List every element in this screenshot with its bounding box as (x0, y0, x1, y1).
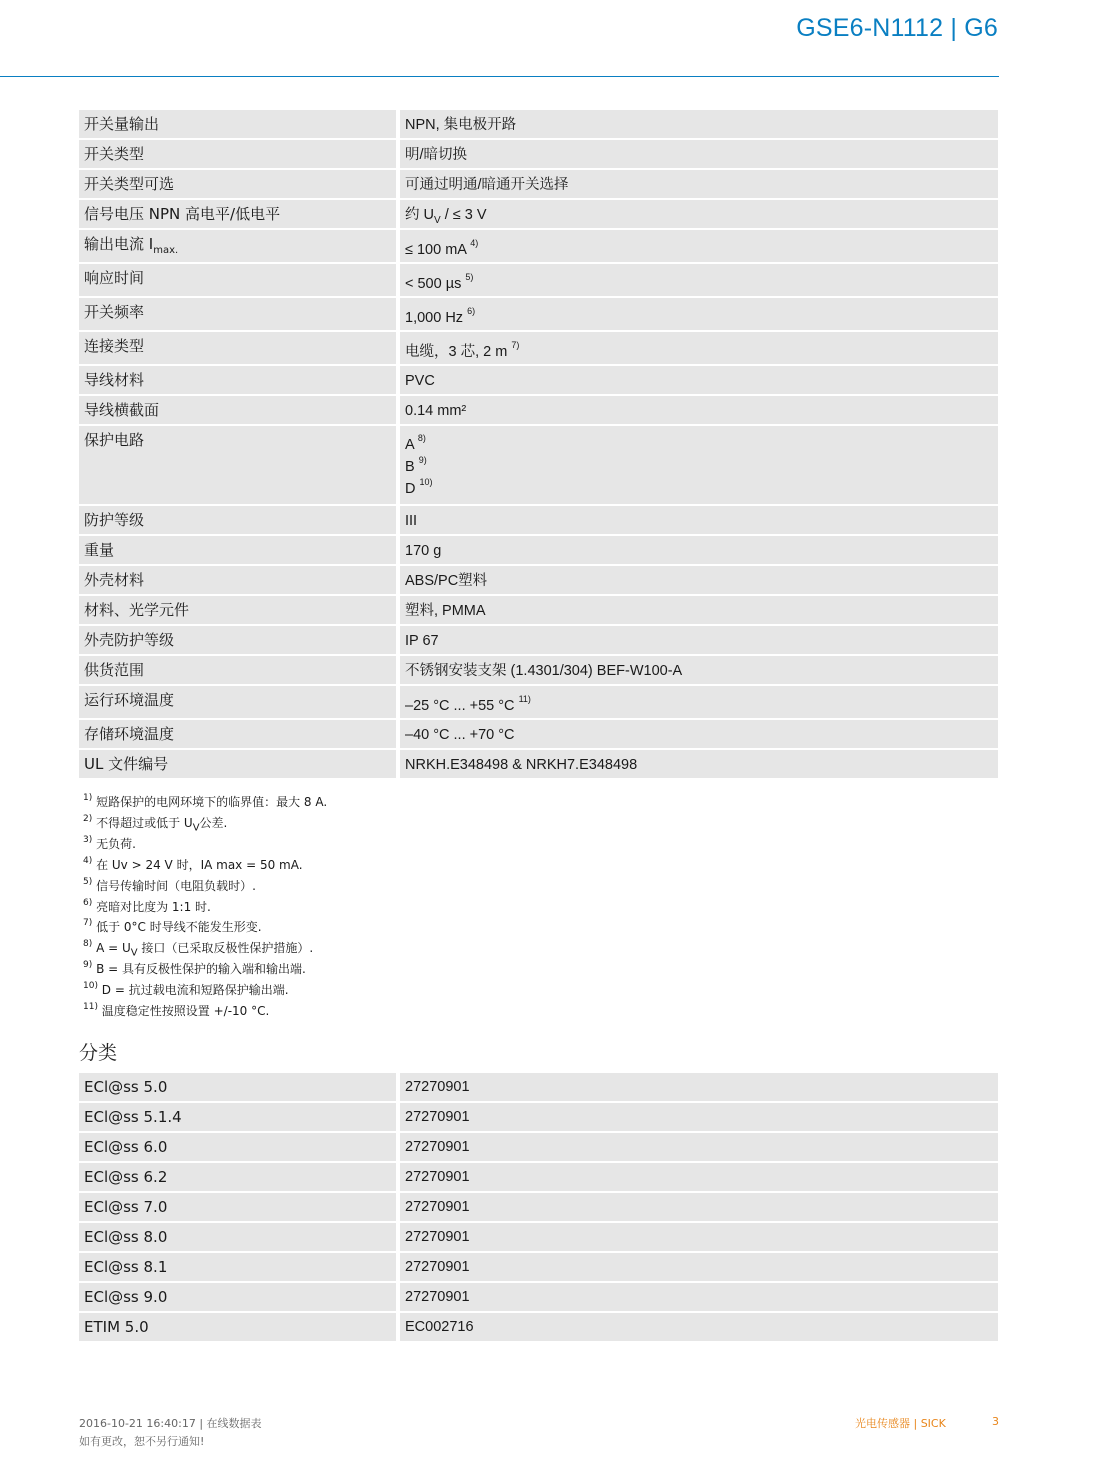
table-row (79, 750, 998, 778)
row-value-text: < 500 µs (405, 276, 462, 292)
table-row (79, 506, 998, 534)
row-label (79, 264, 400, 296)
row-value (400, 656, 998, 684)
footnote-text: 不得超过或低于 U (96, 815, 193, 830)
row-value-text: 27270901 (405, 1259, 470, 1275)
row-value (400, 264, 998, 296)
row-label (79, 1163, 400, 1191)
row-label (79, 366, 400, 394)
row-value-text: 电缆，3 芯, 2 m (405, 344, 508, 360)
row-value-text: 27270901 (405, 1139, 470, 1155)
row-value-text: 不锈钢安装支架 (1.4301/304) BEF-W100-A (405, 663, 683, 679)
row-label-text: ETIM 5.0 (84, 1318, 149, 1336)
row-label (79, 1253, 400, 1281)
footnote (83, 876, 327, 897)
row-value-text: ABS/PC塑料 (405, 573, 488, 589)
row-value (400, 170, 998, 198)
row-value (400, 1073, 998, 1101)
row-label (79, 140, 400, 168)
row-label-text: 开关类型可选 (84, 175, 175, 193)
value-line-text: B (405, 459, 415, 475)
table-row (79, 656, 998, 684)
row-label (79, 170, 400, 198)
footnote-text: B = 具有反极性保护的输入端和输出端. (96, 962, 306, 977)
footnote-number: 3) (83, 834, 93, 845)
footer-brand: 光电传感器 | SICK (855, 1417, 946, 1430)
value-line (405, 478, 992, 500)
table-row (79, 626, 998, 654)
row-label (79, 426, 400, 504)
footnote-subscript: V (130, 947, 138, 959)
row-label-text: 防护等级 (84, 511, 145, 529)
footnote (83, 1001, 327, 1022)
row-value-text: ≤ 100 mA (405, 242, 467, 258)
footer-left (79, 1415, 262, 1451)
header-rule (0, 76, 999, 77)
row-label-text: 重量 (84, 541, 115, 559)
footnote-ref: 5) (465, 272, 474, 283)
row-value-text: NPN, 集电极开路 (405, 117, 517, 133)
row-value-text: 27270901 (405, 1229, 470, 1245)
row-label-text: 材料、光学元件 (84, 601, 190, 619)
table-row (79, 1283, 998, 1311)
table-row (79, 536, 998, 564)
footnote-ref: 10) (419, 477, 433, 488)
row-value-text: EC002716 (405, 1319, 474, 1335)
row-label-text: 信号电压 NPN 高电平/低电平 (84, 205, 281, 223)
table-row (79, 1253, 998, 1281)
table-row (79, 1163, 998, 1191)
footnote-text: 在 Uv > 24 V 时，IA max = 50 mA. (96, 857, 303, 872)
table-row (79, 230, 998, 262)
footnote-text: A = U (96, 941, 131, 956)
label-subscript: max. (153, 245, 179, 256)
row-label-text: 开关类型 (84, 145, 145, 163)
footnote-text: 短路保护的电网环境下的临界值：最大 8 A. (96, 795, 328, 809)
row-value-text: 约 U (405, 207, 434, 223)
row-label-text: 保护电路 (84, 431, 145, 449)
row-value-text: 27270901 (405, 1289, 470, 1305)
row-value (400, 750, 998, 778)
row-label-text: ECl@ss 7.0 (84, 1198, 168, 1216)
row-label-text: 外壳防护等级 (84, 631, 175, 649)
footnote-number: 9) (83, 960, 93, 971)
row-value-text: NRKH.E348498 & NRKH7.E348498 (405, 757, 638, 773)
footnote (83, 813, 327, 834)
row-value (400, 1313, 998, 1341)
row-label (79, 656, 400, 684)
table-row (79, 426, 998, 504)
table-row (79, 264, 998, 296)
row-value-text: –40 °C ... +70 °C (405, 727, 515, 743)
row-label (79, 230, 400, 262)
table-row (79, 140, 998, 168)
row-value (400, 626, 998, 654)
footnote-text: 温度稳定性按照设置 +/-10 °C. (101, 1004, 270, 1019)
table-row (79, 566, 998, 594)
row-label-text: ECl@ss 9.0 (84, 1288, 168, 1306)
footnote (83, 792, 327, 813)
row-label-text: UL 文件编号 (84, 755, 169, 773)
document-title: GSE6-N1112 | G6 (796, 14, 998, 42)
row-value-text: 明/暗切换 (405, 147, 468, 163)
row-value (400, 1103, 998, 1131)
row-value-text: III (405, 513, 418, 529)
row-label (79, 110, 400, 138)
row-label (79, 1193, 400, 1221)
row-label-text: 输出电流 I (84, 235, 154, 253)
row-label-text: 开关频率 (84, 303, 145, 321)
footnote (83, 938, 327, 959)
footnote-ref: 7) (511, 340, 520, 351)
row-label-text: 导线材料 (84, 371, 145, 389)
row-label-text: 运行环境温度 (84, 691, 175, 709)
row-label (79, 396, 400, 424)
row-label (79, 1223, 400, 1251)
row-value-text: 可通过明通/暗通开关选择 (405, 177, 569, 193)
technical-data-table (79, 108, 998, 780)
table-row (79, 396, 998, 424)
row-label-text: ECl@ss 8.0 (84, 1228, 168, 1246)
table-row (79, 1133, 998, 1161)
row-label-text: 存储环境温度 (84, 725, 175, 743)
footnote-text: 无负荷. (96, 836, 136, 851)
footnote (83, 855, 327, 876)
row-value (400, 686, 998, 718)
table-row (79, 110, 998, 138)
row-label (79, 750, 400, 778)
row-value (400, 332, 998, 364)
footer-timestamp: 2016-10-21 16:40:17 | 在线数据表 (79, 1417, 262, 1430)
table-row (79, 1073, 998, 1101)
footnote-text-suffix: 接口（已采取反极性保护措施）. (137, 941, 314, 956)
footnote-text: 信号传输时间（电阻负载时）. (96, 878, 256, 893)
row-value-text: 170 g (405, 543, 442, 559)
footnote-ref: 11) (518, 694, 531, 705)
row-value (400, 720, 998, 748)
row-label (79, 536, 400, 564)
table-row (79, 366, 998, 394)
value-line-text: D (405, 481, 416, 497)
row-label (79, 1133, 400, 1161)
footnote-text: 低于 0°C 时导线不能发生形变. (96, 920, 262, 935)
table-row (79, 596, 998, 624)
row-label (79, 1313, 400, 1341)
row-value (400, 1193, 998, 1221)
footnote (83, 980, 327, 1001)
footnote-number: 5) (83, 876, 93, 887)
row-label-text: 导线横截面 (84, 401, 160, 419)
row-label-text: 开关量输出 (84, 115, 160, 133)
row-value (400, 1133, 998, 1161)
footnote-number: 7) (83, 918, 93, 929)
footnote-subscript: V (192, 822, 200, 834)
row-value (400, 298, 998, 330)
value-line (405, 456, 992, 478)
table-row (79, 1223, 998, 1251)
row-label (79, 506, 400, 534)
row-value-text: 0.14 mm² (405, 403, 467, 419)
row-label-text: ECl@ss 5.0 (84, 1078, 168, 1096)
table-row (79, 332, 998, 364)
footnote-number: 11) (83, 1002, 98, 1013)
value-line-text: A (405, 437, 414, 453)
table-row (79, 298, 998, 330)
row-value (400, 140, 998, 168)
row-value (400, 596, 998, 624)
footnote-text: 亮暗对比度为 1:1 时. (96, 899, 211, 914)
row-value-text: 27270901 (405, 1079, 470, 1095)
row-value-text: 27270901 (405, 1169, 470, 1185)
footnote-number: 8) (83, 939, 93, 950)
row-value-text: 27270901 (405, 1109, 470, 1125)
row-value-text: IP 67 (405, 633, 439, 649)
row-value (400, 566, 998, 594)
row-value-text: PVC (405, 373, 435, 389)
footnotes (83, 792, 327, 1022)
row-value (400, 536, 998, 564)
row-label (79, 566, 400, 594)
classification-table (79, 1071, 998, 1343)
row-value (400, 366, 998, 394)
row-label (79, 720, 400, 748)
row-value-text: 27270901 (405, 1199, 470, 1215)
row-value (400, 230, 998, 262)
row-value (400, 1223, 998, 1251)
value-line (405, 434, 992, 456)
row-label-text: ECl@ss 6.2 (84, 1168, 168, 1186)
footer-disclaimer: 如有更改，恕不另行通知! (79, 1435, 205, 1448)
row-label-text: ECl@ss 5.1.4 (84, 1108, 182, 1126)
row-value (400, 426, 998, 504)
row-value-text: –25 °C ... +55 °C (405, 698, 515, 714)
row-label (79, 596, 400, 624)
footnote-number: 1) (83, 793, 93, 803)
table-row (79, 1313, 998, 1341)
row-label-text: 响应时间 (84, 269, 145, 287)
table-row (79, 200, 998, 228)
row-label-text: 外壳材料 (84, 571, 145, 589)
footnote (83, 834, 327, 855)
row-label (79, 200, 400, 228)
footnote-text-suffix: 公差. (199, 815, 228, 830)
table-row (79, 720, 998, 748)
footnote-ref: 8) (417, 433, 426, 444)
row-value-suffix: / ≤ 3 V (440, 207, 487, 223)
row-label-text: 连接类型 (84, 337, 145, 355)
row-value (400, 200, 998, 228)
row-label (79, 332, 400, 364)
table-row (79, 1103, 998, 1131)
footnote-text: D = 抗过载电流和短路保护输出端. (101, 983, 289, 998)
row-label-text: ECl@ss 6.0 (84, 1138, 168, 1156)
section-title-classification: 分类 (79, 1042, 118, 1064)
footnote-number: 4) (83, 855, 93, 866)
row-value-text: 塑料, PMMA (405, 603, 486, 619)
value-subscript: V (434, 214, 441, 226)
row-value-text: 1,000 Hz (405, 310, 464, 326)
footnote-ref: 6) (467, 306, 476, 317)
footnote (83, 959, 327, 980)
row-value (400, 110, 998, 138)
page-number: 3 (992, 1415, 999, 1428)
row-value (400, 1163, 998, 1191)
footnote (83, 897, 327, 918)
row-label (79, 1283, 400, 1311)
row-label (79, 686, 400, 718)
footnote-ref: 4) (470, 238, 479, 249)
footnote-number: 6) (83, 897, 93, 908)
footnote-number: 10) (83, 981, 98, 992)
row-label-text: 供货范围 (84, 661, 145, 679)
row-label (79, 1103, 400, 1131)
row-value (400, 1253, 998, 1281)
footnote-number: 2) (83, 813, 93, 824)
table-row (79, 1193, 998, 1221)
table-row (79, 686, 998, 718)
table-row (79, 170, 998, 198)
footnote-ref: 9) (418, 455, 427, 466)
footnote (83, 917, 327, 938)
row-label-text: ECl@ss 8.1 (84, 1258, 168, 1276)
row-label (79, 1073, 400, 1101)
row-value (400, 506, 998, 534)
row-label (79, 626, 400, 654)
row-value (400, 396, 998, 424)
row-label (79, 298, 400, 330)
row-value (400, 1283, 998, 1311)
